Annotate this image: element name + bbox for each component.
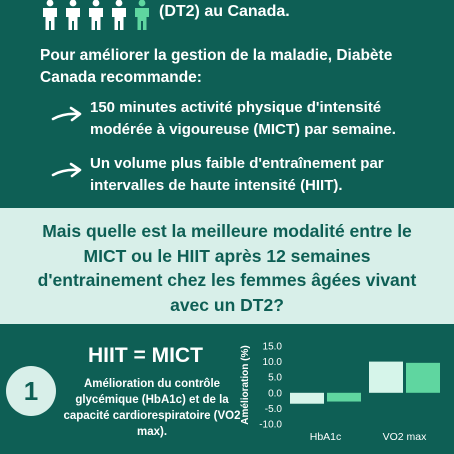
- question-band: [0, 208, 454, 324]
- y-tick-label: -10.0: [259, 419, 282, 431]
- intro-text: Pour améliorer la gestion de la maladie, Diabète Canada recommande:: [40, 47, 393, 86]
- person-icon: [40, 0, 60, 30]
- people-icons: [40, 0, 152, 30]
- y-tick-label: 0.0: [268, 388, 282, 400]
- person-icon: [63, 0, 83, 30]
- bar-vo2-max-series-1: [369, 362, 403, 393]
- person-icon-highlight: [132, 0, 152, 30]
- recommendation-text: Un volume plus faible d'entraînement par intervalles de haute intensité (HIIT).: [90, 155, 384, 194]
- y-tick-label: 10.0: [262, 357, 282, 369]
- improvement-chart: [238, 334, 450, 452]
- bar-vo2-max-series-2: [406, 363, 440, 393]
- bar-hba1c-series-1: [290, 393, 324, 404]
- x-category-label: VO2 max: [382, 431, 427, 443]
- person-icon: [86, 0, 106, 30]
- top-section: [0, 0, 454, 207]
- person-icon: [109, 0, 129, 30]
- result-number-badge: 1: [6, 366, 56, 416]
- result-title: HIIT = MICT: [88, 344, 203, 367]
- recommendation-item: [50, 153, 430, 201]
- x-category-label: HbA1c: [309, 431, 342, 443]
- arrow-right-icon: [50, 159, 84, 181]
- y-tick-label: 15.0: [262, 341, 282, 353]
- dt2-canada-text: (DT2) au Canada.: [159, 3, 290, 20]
- y-tick-label: 5.0: [268, 372, 282, 384]
- y-axis-label: Amélioration (%): [240, 345, 251, 425]
- y-tick-label: -5.0: [264, 403, 282, 415]
- recommendation-text: 150 minutes activité physique d'intensité modérée à vigoureuse (MICT) par semaine.: [90, 99, 396, 138]
- recommendation-item: [50, 97, 430, 145]
- result-text: Amélioration du contrôle glycémique (HbA1c) et de la capacité cardiorespiratoire (VO2 max).: [63, 378, 241, 438]
- research-question: Mais quelle est la meilleure modalité entre le MICT ou le HIIT après 12 semaines d'entrainement chez les femmes âgées vivant avec un DT2?: [37, 221, 417, 315]
- bar-hba1c-series-2: [327, 393, 361, 402]
- arrow-right-icon: [50, 103, 84, 125]
